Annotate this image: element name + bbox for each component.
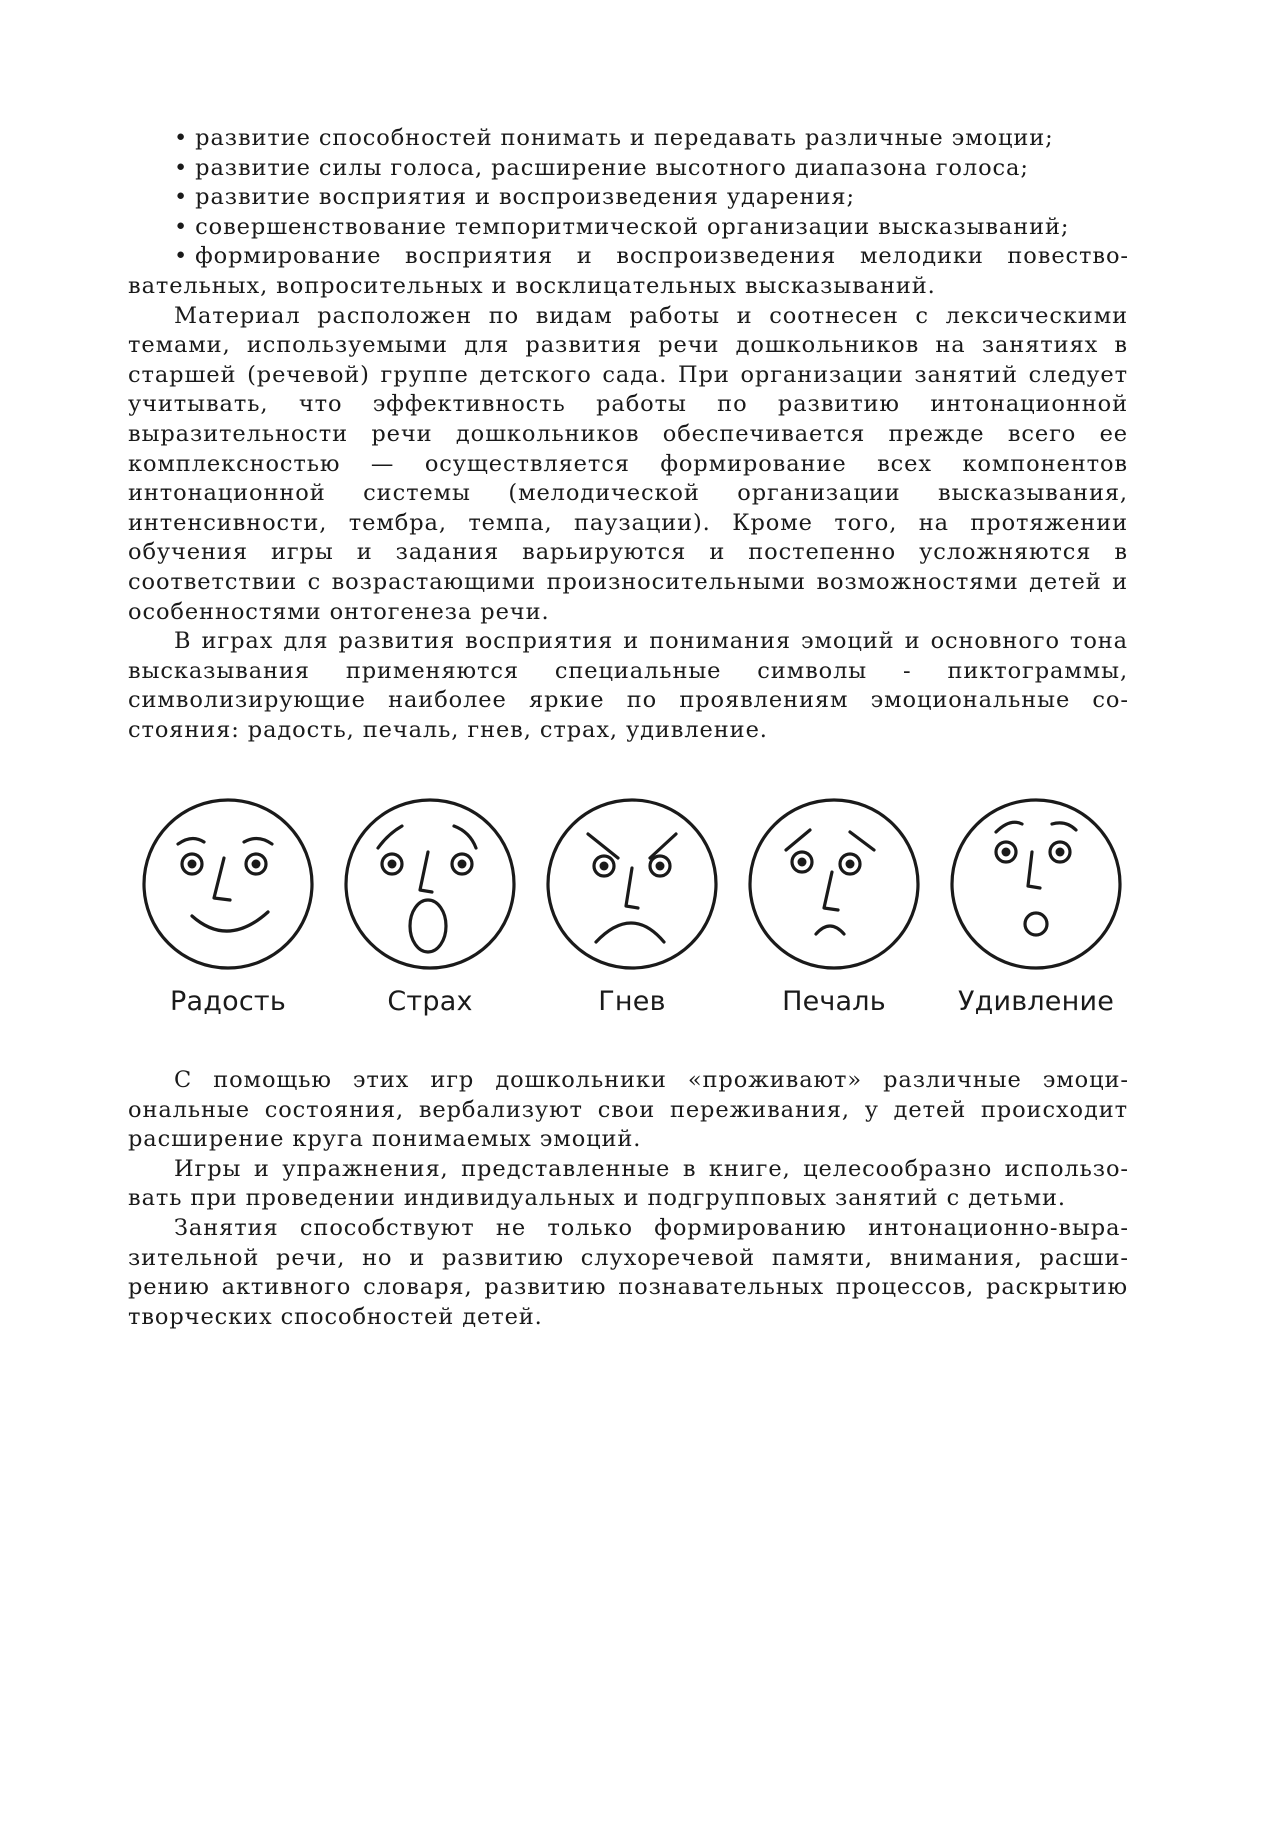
list-item [128, 124, 1128, 154]
pictogram-fear [330, 796, 530, 1036]
paragraph-games-effect: С помощью этих игр дошкольники «проживают» различные эмоциональные состояния, вербализуют свои переживания, у детей происходит расширение круга понимаемых эмоций. [128, 1067, 1128, 1153]
pictogram-sadness [734, 796, 934, 1036]
pictogram-label: Удивление [957, 986, 1115, 1017]
list-item-text: развитие способностей понимать и передавать различные эмоции; [195, 125, 1054, 151]
surprise-face-icon [948, 796, 1124, 972]
pictogram-surprise [936, 796, 1136, 1036]
goals-list [128, 124, 1128, 302]
pictogram-anger [532, 796, 732, 1036]
bottom-text-block [128, 1066, 1128, 1332]
list-item [128, 213, 1128, 243]
sadness-face-icon [746, 796, 922, 972]
pictogram-joy [128, 796, 328, 1036]
list-item-text: развитие восприятия и воспроизведения ударения; [195, 184, 855, 211]
list-item [128, 183, 1128, 213]
pictogram-label: Радость [170, 986, 286, 1017]
paragraph-material: Материал расположен по видам работы и соотнесен с лексическими темами, используемыми для развития речи дошкольников на занятиях в старшей (речевой) группе детского сада. При организации занятий следует учитывать, что эффективность работы по развитию интонационной выразительности речи дошкольников обеспечивается прежде всего ее комплексностью — осуществляется формирование всех компонентов интонационной системы (мелодической организации высказывания, интенсивности, тембра, темпа, паузации). Кроме того, на протяжении обучения игры и задания варьируются и постепенно усложняются в соответствии с возрастающими произносительными возможностями детей и особенностями онтогенеза речи. [128, 302, 1128, 625]
pictogram-label: Страх [387, 986, 473, 1017]
list-item-text: формирование восприятия и воспроизведения мелодики повествовательных, вопросительных и восклицательных высказываний. [128, 243, 1128, 299]
top-text-block [128, 124, 1128, 745]
bullet-icon: • [174, 154, 189, 181]
bullet-icon: • [174, 184, 189, 211]
bullet-icon: • [174, 125, 189, 151]
bullet-icon: • [174, 243, 189, 270]
list-item [128, 242, 1128, 301]
list-item-text: совершенствование темпоритмической организации высказываний; [195, 213, 1070, 240]
joy-face-icon [140, 796, 316, 972]
pictogram-label: Печаль [782, 986, 886, 1017]
list-item-text: развитие силы голоса, расширение высотного диапазона голоса; [195, 154, 1029, 181]
bullet-icon: • [174, 213, 189, 240]
paragraph-lessons-benefit: Занятия способствуют не только формированию интонационно-выразительной речи, но и развитию слухоречевой памяти, внимания, расширению активного словаря, развитию познавательных процессов, раскрытию творческих способностей детей. [128, 1214, 1128, 1330]
fear-face-icon [342, 796, 518, 972]
pictogram-label: Гнев [598, 986, 666, 1017]
list-item [128, 154, 1128, 184]
anger-face-icon [544, 796, 720, 972]
pictogram-row [128, 796, 1138, 1036]
paragraph-pictograms-intro: В играх для развития восприятия и понимания эмоций и основного тона высказывания применяются специальные символы - пиктограммы, символизирующие наиболее яркие по проявлениям эмоциональные состояния: радость, печаль, гнев, страх, удивление. [128, 628, 1128, 743]
paragraph-games-usage: Игры и упражнения, представленные в книге, целесообразно использовать при проведении индивидуальных и подгрупповых занятий с детьми. [128, 1155, 1128, 1212]
